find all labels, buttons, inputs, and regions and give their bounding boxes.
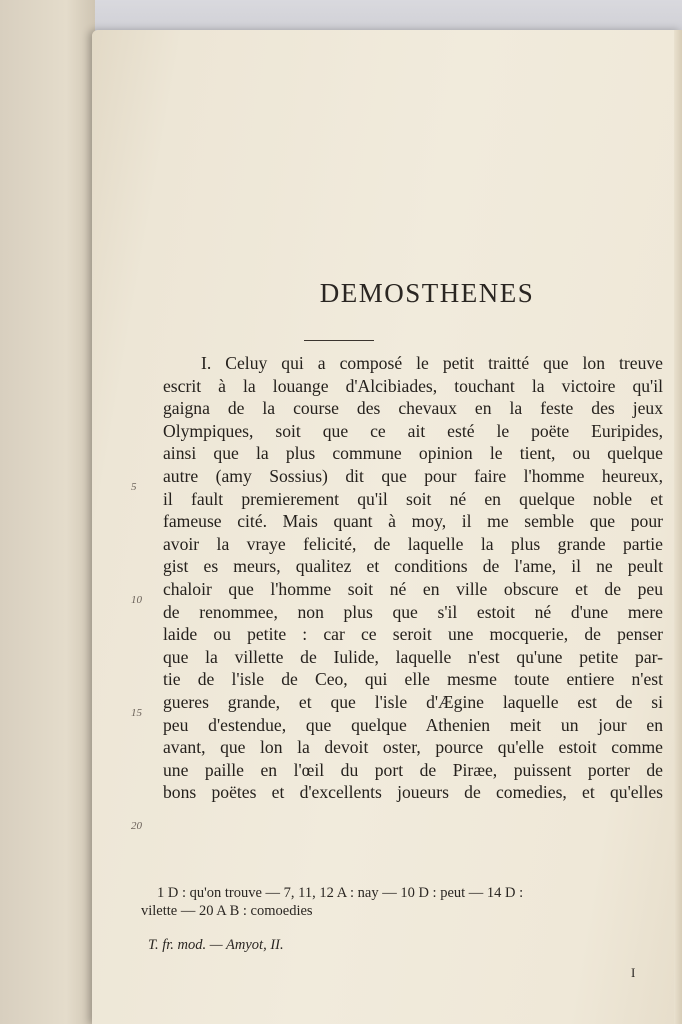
main-paragraph xyxy=(131,352,663,980)
text-line: que la villette de Iulide, laquelle n'est qu'une petite par- xyxy=(163,646,663,667)
text-line: avant, que lon la devoit oster, pource qu'elle estoit comme xyxy=(163,737,663,758)
line-number: 5 xyxy=(131,481,137,493)
source-reference: T. fr. mod. — Amyot, II. xyxy=(148,937,284,953)
line-number: 15 xyxy=(131,707,142,719)
title-rule xyxy=(304,340,374,341)
text-line: fameuse cité. Mais quant à moy, il me semble que pour xyxy=(163,511,663,532)
line-number: 10 xyxy=(131,594,142,606)
text-line: peu d'estendue, que quelque Athenien meit un jour en xyxy=(163,714,663,735)
text-line: gaigna de la course des chevaux en la feste des jeux xyxy=(163,398,663,419)
page-edge xyxy=(674,30,682,1024)
line-number: 20 xyxy=(131,820,142,832)
text-line: une paille en l'œil du port de Piræe, puissent porter de xyxy=(163,759,663,780)
text-line: laide ou petite : car ce seroit une mocquerie, de penser xyxy=(163,624,663,645)
text-line: tie de l'isle de Ceo, qui elle mesme toute entiere n'est xyxy=(163,669,663,690)
text-line: ainsi que la plus commune opinion le tient, ou quelque xyxy=(163,443,663,464)
text-line: I. Celuy qui a composé le petit traitté que lon treuve xyxy=(201,353,663,373)
text-line: Olympiques, soit que ce ait esté le poëte Euripides, xyxy=(163,420,663,441)
text-line: autre (amy Sossius) dit que pour faire l'homme heureux, xyxy=(163,465,663,486)
page-number: I xyxy=(631,965,636,980)
text-line: chaloir que l'homme soit né en ville obscure et de peu xyxy=(163,578,663,599)
text-line: avoir la vraye felicité, de laquelle la plus grande partie xyxy=(163,533,663,554)
book-page xyxy=(92,30,682,1024)
chapter-title: DEMOSTHENES xyxy=(319,278,535,308)
text-line: escrit à la louange d'Alcibiades, touchant la victoire qu'il xyxy=(163,375,663,396)
text-line: il fault premierement qu'il soit né en quelque noble et xyxy=(163,488,663,509)
text-line: bons poëtes et d'excellents joueurs de comedies, et qu'elles xyxy=(163,782,663,803)
variant-notes xyxy=(141,884,666,920)
note-line: 1 D : qu'on trouve — 7, 11, 12 A : nay — 10 D : peut — 14 D : xyxy=(157,885,524,901)
text-line: gist es meurs, qualitez et conditions de l'ame, il ne peult xyxy=(163,556,663,577)
facing-page xyxy=(0,0,95,1024)
text-line: de renommee, non plus que s'il estoit né d'une mere xyxy=(163,601,663,622)
text-line: gueres grande, et que l'isle d'Ægine laquelle est de si xyxy=(163,691,663,712)
note-line: vilette — 20 A B : comoedies xyxy=(141,903,313,919)
